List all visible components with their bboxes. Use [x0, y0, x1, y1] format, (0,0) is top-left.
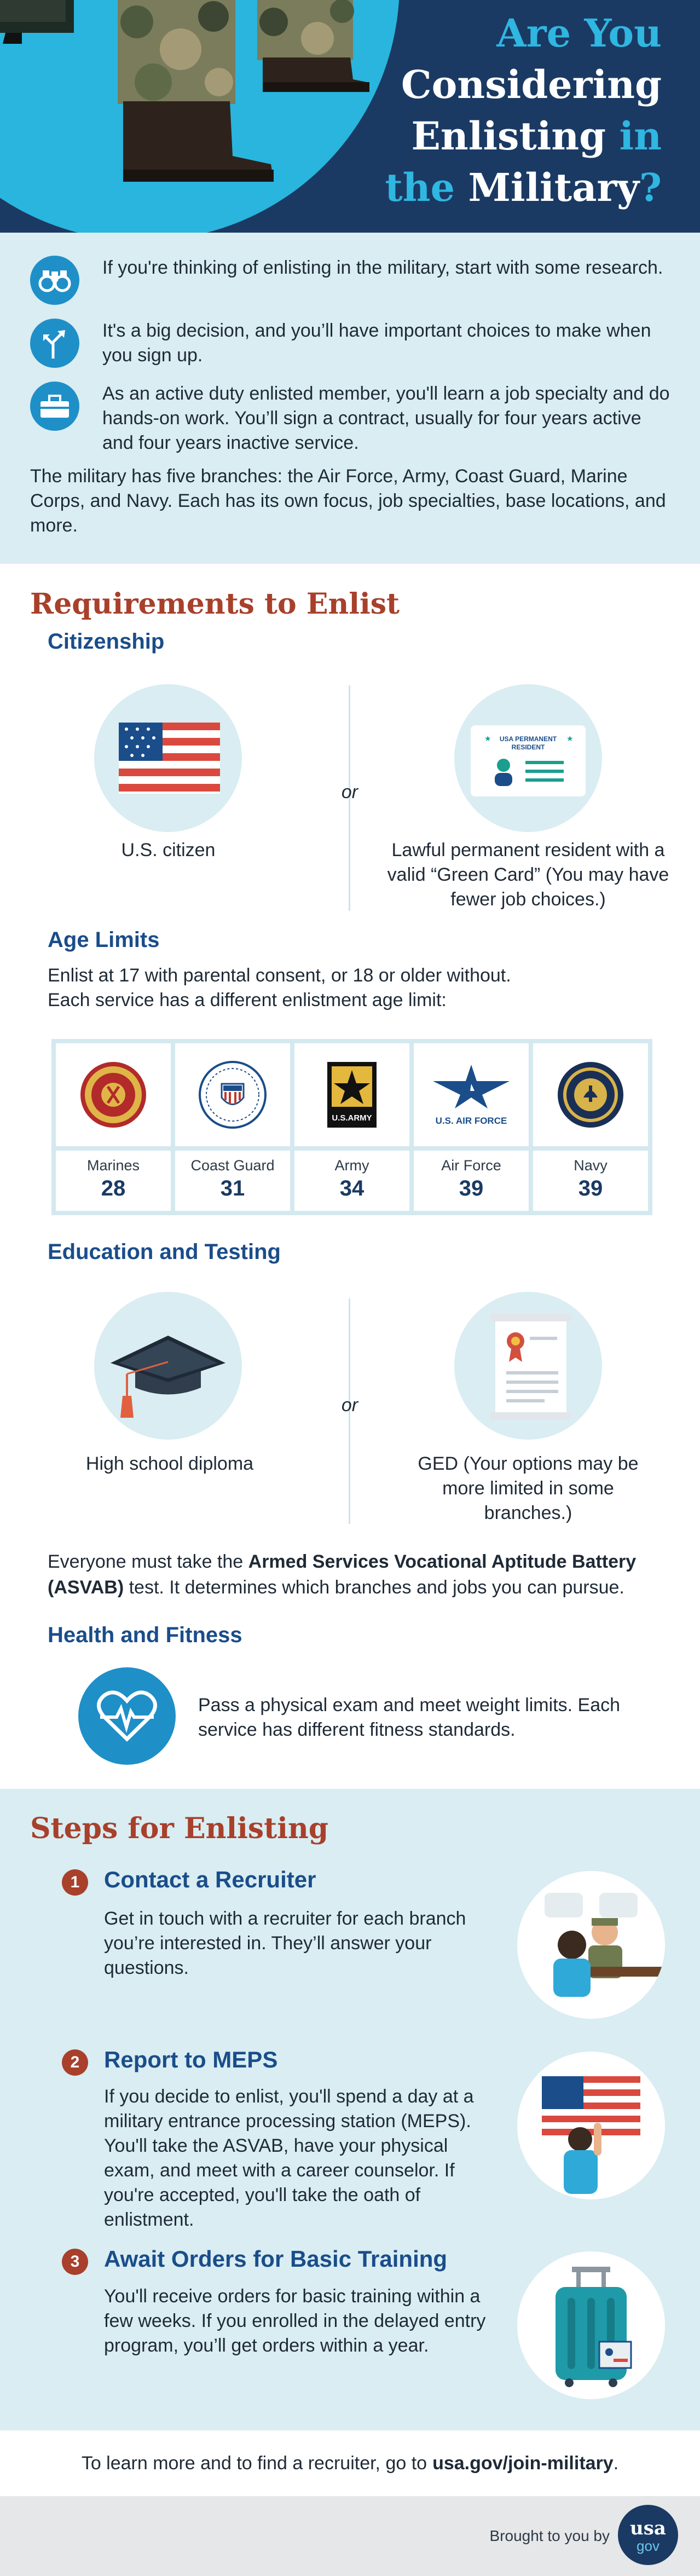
step-title: Await Orders for Basic Training — [104, 2246, 448, 2272]
asvab-text-post: test. It determines which branches and jobs you can pursue. — [124, 1577, 624, 1598]
signpost-icon — [30, 319, 79, 368]
diploma-caption: High school diploma — [85, 1453, 254, 1474]
cta-text: To learn more and to find a recruiter, go to — [81, 2452, 427, 2474]
branch-name: Marines — [86, 1157, 140, 1174]
intro-text: If you're thinking of enlisting in the military, start with some research. — [102, 257, 663, 278]
step-text: You'll receive orders for basic training within a few weeks. If you enrolled in the delayed entry program, you’ll get orders within a year. — [104, 2286, 486, 2356]
title-line-4a: the — [385, 165, 455, 210]
step-text: Get in touch with a recruiter for each branch you’re interested in. They’ll answer your questions. — [104, 1908, 466, 1978]
branch-name: Coast Guard — [190, 1157, 275, 1174]
ged-caption: GED (Your options may be more limited in some branches.) — [418, 1453, 639, 1523]
intro-section — [0, 233, 700, 564]
soldier-boots-illustration — [0, 0, 449, 233]
title-line-2: Considering — [401, 62, 662, 107]
us-flag-illustration — [94, 684, 242, 832]
steps-title: Steps for Enlisting — [30, 1812, 329, 1845]
asvab-text — [48, 1549, 682, 1601]
branch-cell-air-force — [414, 1043, 529, 1211]
education-title: Education and Testing — [48, 1240, 281, 1264]
suitcase-illustration — [517, 2251, 665, 2399]
cta-period: . — [613, 2452, 619, 2474]
branch-age: 34 — [339, 1176, 365, 1200]
intro-item — [30, 256, 672, 305]
intro-paragraph: The military has five branches: the Air Force, Army, Coast Guard, Marine Corps, and Navy. Each has its own focus, job specialties, base locations, and more. — [30, 466, 666, 536]
recruiter-icon — [517, 1871, 665, 2019]
branch-age-table — [51, 1039, 652, 1215]
branch-age: 39 — [459, 1176, 484, 1200]
air-force-wings-icon — [422, 1059, 520, 1130]
card-label-line-1: USA PERMANENT — [499, 735, 557, 743]
army-star-icon — [322, 1059, 382, 1130]
branch-cell-marines — [56, 1043, 171, 1211]
branch-age: 28 — [101, 1176, 126, 1200]
hero-header — [0, 0, 700, 233]
step-title: Report to MEPS — [104, 2047, 278, 2072]
branch-cell-navy — [533, 1043, 648, 1211]
navy-seal-icon — [555, 1059, 626, 1130]
intro-item — [30, 319, 672, 368]
graduation-cap-icon — [94, 1292, 242, 1440]
call-to-action — [0, 2430, 700, 2496]
title-line-1: Are You — [496, 10, 662, 56]
step-title: Contact a Recruiter — [104, 1867, 316, 1892]
or-label: or — [341, 1395, 358, 1416]
steps-section — [0, 1789, 700, 2430]
health-text: Pass a physical exam and meet weight limits. Each service has different fitness standards. — [198, 1695, 621, 1740]
oath-illustration — [517, 2052, 665, 2199]
title-line-4b: Military — [468, 165, 639, 210]
title-line-3b: in — [619, 113, 662, 159]
brought-to-you-text: Brought to you by — [489, 2527, 610, 2544]
intro-item — [30, 382, 672, 455]
asvab-name: Armed Services Vocational Aptitude Battery (ASVAB) — [48, 1551, 637, 1598]
usagov-logo-gov: gov — [637, 2538, 659, 2554]
join-military-link[interactable]: usa.gov/join-military — [432, 2452, 614, 2474]
title-line-3a: Enlisting — [411, 113, 606, 159]
intro-text: As an active duty enlisted member, you'll learn a job specialty and do hands-on work. You’ll sign a contract, usually for four years active and four years inactive service. — [102, 383, 670, 453]
ged-certificate-illustration — [454, 1292, 602, 1440]
graduation-cap-illustration — [94, 1292, 242, 1440]
recruiter-illustration — [517, 1871, 665, 2019]
footer — [0, 2496, 700, 2576]
svg-text:★: ★ — [566, 734, 574, 743]
branch-cell-army — [294, 1043, 409, 1211]
branch-cell-coast-guard — [175, 1043, 290, 1211]
citizenship-title: Citizenship — [48, 629, 165, 654]
health-title: Health and Fitness — [48, 1623, 242, 1647]
or-label: or — [341, 782, 358, 802]
army-logo-text: U.S.ARMY — [332, 1113, 372, 1123]
branch-name: Air Force — [441, 1157, 501, 1174]
permanent-resident-caption: Lawful permanent resident with a valid “Green Card” (You may have fewer job choices.) — [387, 840, 669, 910]
branch-name: Navy — [574, 1157, 608, 1174]
branch-age: 31 — [220, 1176, 245, 1200]
branch-name: Army — [334, 1157, 369, 1174]
card-label-line-2: RESIDENT — [511, 743, 545, 751]
usagov-logo[interactable] — [618, 2505, 678, 2565]
toolbox-icon — [30, 382, 79, 431]
age-limits-text — [48, 963, 677, 1013]
asvab-text-pre: Everyone must take the — [48, 1551, 248, 1572]
citizen-caption: U.S. citizen — [121, 840, 216, 860]
age-limits-line-2: Each service has a different enlistment age limit: — [48, 990, 447, 1010]
step-text: If you decide to enlist, you'll spend a day at a military entrance processing station (MEPS). You'll take the ASVAB, have your physical exam, and meet with a career counselor. If you're accepted, you'll take the oath of enlistment. — [104, 2086, 474, 2230]
requirements-title: Requirements to Enlist — [30, 587, 400, 621]
suitcase-icon — [517, 2251, 665, 2399]
usagov-logo-usa: usa — [630, 2517, 666, 2539]
binoculars-icon — [30, 256, 79, 305]
step-number: 3 — [62, 2249, 88, 2275]
step-number: 1 — [62, 1869, 88, 1896]
us-flag-icon — [94, 684, 242, 832]
oath-flag-icon — [517, 2052, 665, 2199]
certificate-icon — [454, 1292, 602, 1440]
age-limits-title: Age Limits — [48, 928, 160, 952]
step-number: 2 — [62, 2049, 88, 2076]
heart-pulse-icon — [78, 1667, 176, 1765]
green-card-icon — [454, 684, 602, 832]
page-title — [385, 8, 662, 213]
air-force-logo-text: U.S. AIR FORCE — [435, 1116, 507, 1126]
title-question-mark: ? — [639, 165, 662, 210]
svg-text:★: ★ — [484, 734, 491, 743]
branch-age: 39 — [578, 1176, 603, 1200]
marines-seal-icon — [78, 1059, 149, 1130]
intro-text: It's a big decision, and you’ll have important choices to make when you sign up. — [102, 320, 651, 366]
green-card-illustration — [454, 684, 602, 832]
age-limits-line-1: Enlist at 17 with parental consent, or 18 or older without. — [48, 965, 511, 986]
coast-guard-seal-icon — [197, 1059, 268, 1130]
